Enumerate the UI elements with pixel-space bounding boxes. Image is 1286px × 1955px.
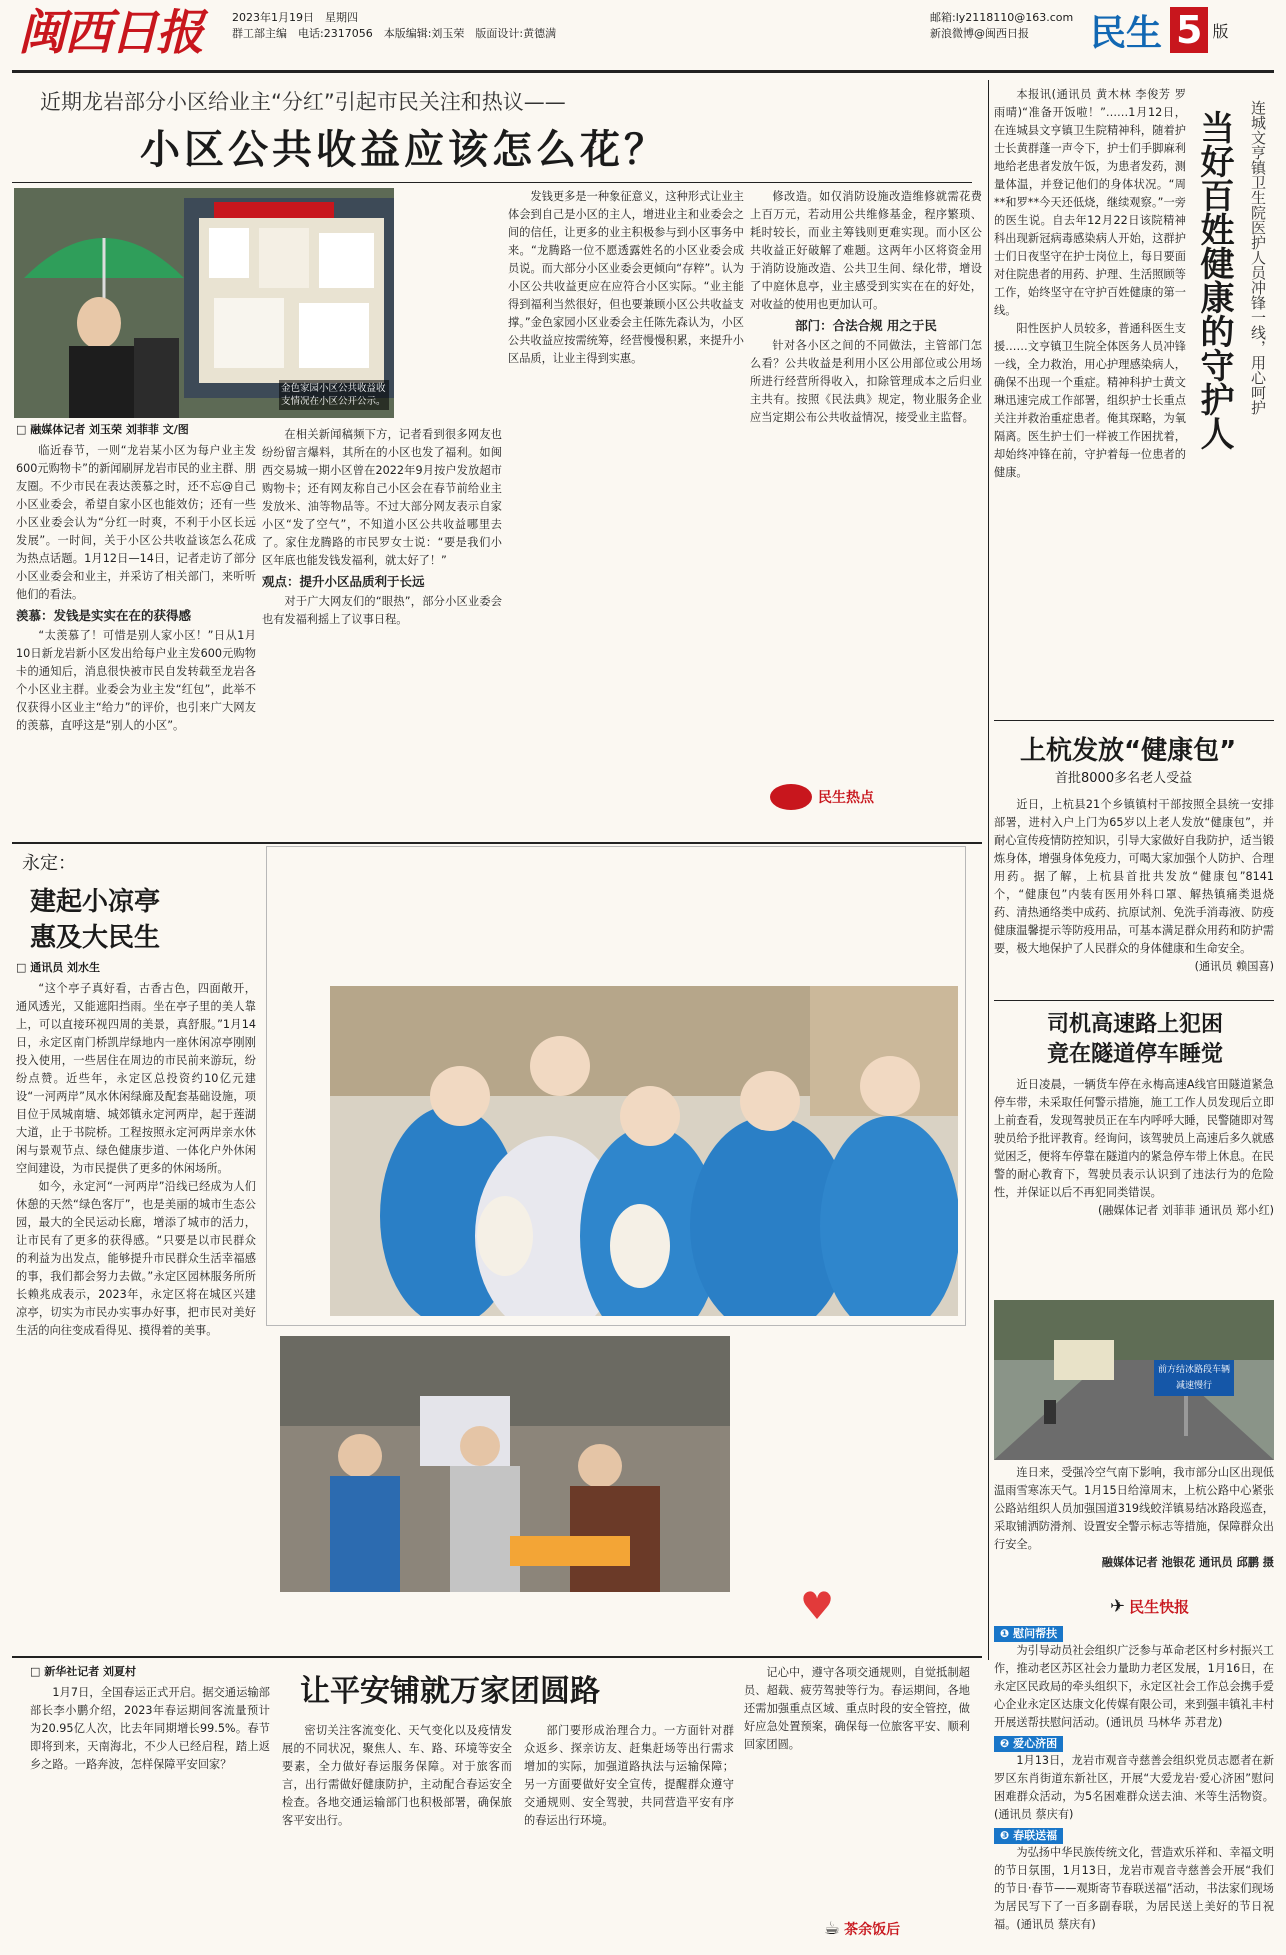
road-photo <box>994 1300 1274 1460</box>
bottom-byline: □ 新华社记者 刘夏村 <box>30 1665 137 1678</box>
masthead-rule <box>12 70 1274 73</box>
lead-photo <box>14 188 394 418</box>
lead-intro: 临近春节，一则“龙岩某小区为每户业主发600元购物卡”的新闻刷屏龙岩市民的业主群、朋友圈。不少市民在表达羡慕之时，还不忘@自己小区业委会，希望自家小区也能效仿；还有一些小区业委会认为“分红一时爽，不利于小区长远发展”。一时间，关于小区公共收益该怎么花成为热点话题。1月12日—14日，记者走访了部分小区业委会和业主，并采访了相关部门，来听听他们的看法。 <box>16 444 256 601</box>
lead-photo-caption: 金色家园小区公共收益收支情况在小区公开公示。 <box>279 380 389 410</box>
yongding-body-2: 如今，永定河“一河两岸”沿线已经成为人们休憩的天然“绿色客厅”，也是美丽的城市生态公园，最大的全民运动长廊，增添了城市的活力，让市民有了更多的获得感。“只要是以市民群众的利益为出发点，能够提升市民群众生活幸福感的事，我们都会努力去做。”永定区园林服务所所长赖兆成表示，2023年，永定区将在城区兴建凉亭，切实为市民办实事办好事，把市民对美好生活的向往变成看得见、摸得着的美事。 <box>16 1180 256 1337</box>
chayu-label: 茶余饭后 <box>844 1921 901 1938</box>
liancheng-col1 <box>330 856 530 980</box>
health-check-caption-box <box>740 1496 966 1596</box>
lead-col1-body: “太羡慕了！可惜是别人家小区！”日从1月10日新龙岩新小区发出给每户业主发600元购物卡的通知后，消息很快被市民自发转载至龙岩各个小区业主群。业委会为业主发“红包”，此举不仅获得小区业主“给力”的评价，也引来广大网友的羡慕，直呼这是“别人的小区”。 <box>16 629 256 732</box>
drone-icon: ✈ <box>1110 1596 1126 1617</box>
yongding-headline <box>30 884 160 956</box>
right-column-rule <box>988 80 989 1660</box>
health-vertical-title: 当好百姓健康的守护人 <box>1194 110 1234 450</box>
lead-headline: 小区公共收益应该怎么花？ <box>140 126 668 173</box>
driver-headline <box>1020 1010 1250 1070</box>
lead-subhead-1: 羡慕：发钱是实实在在的获得感 <box>16 608 192 623</box>
shanghang-rule <box>994 1000 1274 1001</box>
shanghang-body: 近日，上杭县21个乡镇镇村干部按照全县统一安排部署，进村入户上门为65岁以上老人发放“健康包”，并耐心宣传疫情防控知识，引导大家做好自我防护，适当锻炼身体，增强身体免疫力，可喝大家加强个人防护、合理用药。据了解，上杭县首批共发放“健康包”8141个，“健康包”内装有医用外科口罩、解热镇痛类退烧药、清热通络类中成药、抗原试剂、免洗手消毒液、防疫健康温馨提示等防疫用品，可基本满足群众用药和防护需要，极大地保护了人民群众的身体健康和生命安全。 <box>994 798 1274 955</box>
section-badge <box>1090 4 1228 56</box>
lead-byline: □ 融媒体记者 刘玉荣 刘菲菲 文/图 <box>16 423 189 436</box>
yongding-kicker: 永定： <box>22 853 76 874</box>
lead-subhead-2: 观点：提升小区品质利于长远 <box>262 574 425 589</box>
shanghang-body-box <box>994 796 1274 994</box>
yongding-headline-1: 建起小凉亭 <box>30 887 161 917</box>
page-number: 5 <box>1170 7 1208 53</box>
issue-weekday: 星期四 <box>325 11 358 24</box>
page-suffix: 版 <box>1212 21 1229 41</box>
liancheng-vertical-title <box>280 856 320 1316</box>
hot-topic-badge <box>770 784 874 810</box>
hot-topic-label: 民生热点 <box>818 790 874 806</box>
heart-icon: ♥ <box>800 1584 835 1628</box>
yongding-byline: □ 通讯员 刘水生 <box>16 961 101 974</box>
kuaibao-item: ❷ 爱心济困 1月13日，龙岩市观音寺慈善会组织党员志愿者在新罗区东肖街道东新社区，开展“大爱龙岩·爱心济困”慰问困难群众活动，为5名困难群众送去油、米等生活物资。(通讯员 蔡庆有) <box>994 1737 1274 1821</box>
lead-col2-body: 在相关新闻稿频下方，记者看到很多网友也纷纷留言爆料，其所在的小区也发了福利。如闽西交易城一期小区曾在2022年9月按户发放超市购物卡；还有网友称自己小区会在春节前给业主发放米、油等物品等。不过大部分网友表示自家小区“发了空气”，不知道小区公共收益哪里去了。家住龙腾路的市民罗女士说：“要是我们小区年底也能发钱发福利，就太好了！” <box>262 428 502 567</box>
road-caption: 连日来，受强冷空气南下影响，我市部分山区出现低温雨雪寒冻天气。1月15日给漳周末，上杭公路中心紧张公路站组织人员加强国道319线蛟洋镇易结冰路段巡查，采取铺洒防滑剂、设置安全警示标志等措施，保障群众出行安全。 <box>994 1466 1274 1551</box>
lead-col3-body: 发钱更多是一种象征意义，这种形式让业主体会到自己是小区的主人，增进业主和业委会之间的信任，让更多的业主积极参与到小区事务中来。“龙腾路一位不愿透露姓名的小区业委会成员说。而大部分小区业委会更倾向“存粹”。认为小区公共收益更应在应符合小区实际。“业主能得到福利当然很好，但也要兼顾小区公共收益支撑。”金色家园小区业委会主任陈先森认为，小区公共收益应按需统筹，经营慢慢积累，来提升小区品质，让业主得到实惠。 <box>508 190 744 365</box>
shanghang-subhead: 首批8000多名老人受益 <box>1055 771 1193 786</box>
weibo-handle: 新浪微博@闽西日报 <box>930 27 1029 40</box>
bottom-col3-text: 部门要形成治理合力。一方面针对群众返乡、探亲访友、赶集赶场等出行需求增加的实际，加强道路执法与运输保障；另一方面要做好安全宣传，提醒群众遵守交通规则、安全驾驶，共同营造平安有序的春运出行环境。 <box>524 1724 734 1827</box>
liancheng-col2 <box>540 856 740 980</box>
kuaibao-item: ❸ 春联送福 为弘扬中华民族传统文化，营造欢乐祥和、幸福文明的节日氛围，1月13日，龙岩市观音寺慈善会开展“我们的节日·春节——观斯寄节春联送福”活动，书法家们现场为居民写下了一百多副春联，为居民送上美好的节日祝福。(通讯员 蔡庆有) <box>994 1829 1274 1931</box>
masthead-info <box>232 10 556 42</box>
kuaibao-item-body: 为弘扬中华民族传统文化，营造欢乐祥和、幸福文明的节日氛围，1月13日，龙岩市观音寺慈善会开展“我们的节日·春节——观斯寄节春联送福”活动，书法家们现场为居民写下了一百多副春联，为居民送上美好的节日祝福。 <box>994 1846 1274 1931</box>
driver-headline-2: 竟在隧道停车睡觉 <box>1046 1042 1223 1067</box>
bottom-col2 <box>282 1722 512 1944</box>
issue-date: 2023年1月19日 <box>232 11 314 24</box>
lead-col4 <box>750 188 982 788</box>
health-body: 本报讯(通讯员 黄木林 李俊芳 罗雨晴)“准备开饭啦！”……1月12日，在连城县文亨镇卫生院精神科，随着护士长黄群蓬一声令下，护士们手脚麻利地给老患者发放午饭，为患者发药，测量体温，并登记他们的身体状况。“周**和罗**今天还低烧，继续观察。”一旁的医生说。自去年12月22日该院精神科出现新冠病毒感染病人开始，这群护士们日夜坚守在护士岗位上，每日要面对住院患者的用药、护理、生活照顾等工作，始终坚守在守护百姓健康的第一线。 <box>994 88 1186 317</box>
mid-section-rule <box>12 842 982 844</box>
driver-body-box <box>994 1076 1274 1296</box>
road-caption-box <box>994 1464 1274 1594</box>
lead-col3 <box>508 188 744 828</box>
bottom-col1-text: 1月7日，全国春运正式开启。据交通运输部部长李小鹏介绍，2023年春运期间客流量预计为20.95亿人次，比去年同期增长99.5%。春节即将到来，天南海北，不少人已经启程，踏上返乡之路。一路奔波，怎样保障平安回家？ <box>30 1686 270 1771</box>
children-group-scene <box>330 986 958 1316</box>
children-photo <box>330 986 958 1316</box>
newspaper-logo: 闽西日报 <box>18 5 203 61</box>
health-vertical-deck: 连城文亨镇卫生院医护人员冲锋一线，用心呵护 <box>1249 100 1267 415</box>
driver-sign: (融媒体记者 刘菲菲 通讯员 郑小红) <box>1097 1204 1274 1217</box>
kuaibao-item-title: 慰问帮扶 <box>1013 1627 1058 1640</box>
email-link[interactable]: 邮箱:ly2118110@163.com <box>930 11 1074 24</box>
lead-kicker: 近期龙岩部分小区给业主“分红”引起市民关注和热议—— <box>40 90 566 114</box>
editor-line: 群工部主编 电话:2317056 本版编辑:刘玉荣 版面设计:黄德满 <box>232 27 557 40</box>
lead-subhead-3: 部门：合法合规 用之于民 <box>795 318 937 333</box>
chayu-badge <box>824 1918 900 1939</box>
bottom-col2-text: 密切关注客流变化、天气变化以及疫情发展的不同状况，聚焦人、车、路、环境等安全要素，全力做好春运服务保障。对于旅客而言，出行需做好健康防护，主动配合春运安全检查。各地交通运输部门也积极部署，确保旅客平安出行。 <box>282 1724 512 1827</box>
lead-col2-tail: 对于广大网友们的“眼热”，部分小区业委会也有发福利摇上了议事日程。 <box>262 595 502 626</box>
health-check-photo <box>280 1336 730 1592</box>
kuaibao-item: ❶ 慰问帮扶 为引导动员社会组织广泛参与革命老区村乡村振兴工作，推动老区苏区社会力量助力老区发展，1月16日，在永定区民政局的牵头组织下，永定区社会工作总会携手爱心企业永定区达康文化传媒有限公司，来到强丰镇礼丰村开展送帮扶慰问活动。(通讯员 马林华 苏君龙) <box>994 1627 1274 1729</box>
yongding-headline-2: 惠及大民生 <box>30 923 161 953</box>
icy-road-scene <box>994 1300 1274 1460</box>
lead-rule <box>12 182 972 183</box>
kuaibao-item-body: 1月13日，龙岩市观音寺慈善会组织党员志愿者在新罗区东肖街道东新社区，开展“大爱龙岩·爱心济困”慰问困难群众活动，为5名困难群众送去油、米等生活物资。 <box>994 1754 1274 1803</box>
kuaibao-item-title: 春联送福 <box>1013 1829 1058 1842</box>
kuaibao-label: 民生快报 <box>1129 1598 1190 1616</box>
kuaibao-list <box>994 1622 1274 1952</box>
shanghang-headline: 上杭发放“健康包” <box>1020 736 1237 766</box>
lead-col4-body2: 针对各小区之间的不同做法，主管部门怎么看？公共收益是利用小区公用部位或公用场所进行经营所得收入，扣除管理成本之后归业主共有。按照《民法典》规定，物业服务企业应当定期公布公共收益情况，接受业主监督。 <box>750 339 982 424</box>
yongding-body-box <box>16 980 256 1650</box>
kuaibao-item-sign: (通讯员 蔡庆有) <box>994 1808 1074 1821</box>
health-bottom-rule <box>994 720 1274 721</box>
bottom-col1 <box>30 1684 270 1944</box>
road-photo-sign: 融媒体记者 池银花 通讯员 邱鹏 摄 <box>1101 1556 1274 1569</box>
kuaibao-header <box>1110 1596 1189 1617</box>
masthead <box>0 0 1286 80</box>
bottom-headline: 让平安铺就万家团圆路 <box>300 1674 600 1709</box>
road-sign-text: 前方结冰路段车辆减速慢行 <box>1157 1365 1230 1391</box>
lead-col1 <box>16 442 256 832</box>
shanghang-sign: (通讯员 赖国喜) <box>1194 960 1274 973</box>
kuaibao-item-sign: (通讯员 马林华 苏君龙) <box>1105 1716 1223 1729</box>
lead-col2 <box>262 426 502 836</box>
bottom-col4-text: 记心中，遵守各项交通规则，自觉抵制超员、超载、疲劳驾驶等行为。春运期间，各地还需加强重点区域、重点时段的安全管控，做好应急处置预案，确保每一位旅客平安、顺利回家团圆。 <box>744 1666 970 1751</box>
bottom-col3 <box>524 1722 734 1944</box>
elderly-checkup-scene <box>280 1336 730 1592</box>
section-name: 民生 <box>1090 11 1163 54</box>
kuaibao-item-title: 爱心济困 <box>1013 1737 1058 1750</box>
lead-col4-body: 修改造。如仅消防设施改造维修就需花费上百万元，若动用公共维修基金，程序繁琐、耗时较长，而业主筹钱则更难实现。而小区公共收益正好破解了难题。这两年小区将资金用于消防设施改造、公共卫生间、绿化带，增设了中庭休息亭，业主感受到实实在在的好处，对收益的使用也更加认可。 <box>750 190 982 311</box>
bottom-section-rule <box>12 1656 982 1658</box>
teapot-icon: ☕ <box>824 1918 841 1939</box>
health-body-2: 阳性医护人员较多，普通科医生支援……文亨镇卫生院全体医务人员冲锋一线，全力救治，用心护理感染病人，确保不出现一个重症。精神科护士黄文琳迅速完成工作部署，组织护士长重点关注并救治重症患者。俺其琛略，为氧隔离。医生护士们一样被工作困扰着，却始终冲锋在前，守护着每一位患者的健康。 <box>994 322 1186 479</box>
driver-body: 近日凌晨，一辆货车停在永梅高速A线官田隧道紧急停车带，未采取任何警示措施，施工工作人员发现后立即上前查看，发现驾驶员正在车内呼呼大睡，民警随即对驾驶员给予批评教育。经询问，该驾驶员上高速后多久就感觉困乏，便将车停靠在隧道内的紧急停车带上休息。在民警的耐心教育下，驾驶员表示认识到了违法行为的危险性，并保证以后不再犯同类错误。 <box>994 1078 1274 1199</box>
kuaibao-item-body: 为引导动员社会组织广泛参与革命老区村乡村振兴工作，推动老区苏区社会力量助力老区发展，1月16日，在永定区民政局的牵头组织下，永定区社会工作总会携手爱心企业永定区达康文化传媒有限公司，来到强丰镇礼丰村开展送帮扶慰问活动。 <box>994 1644 1274 1729</box>
megaphone-icon <box>770 784 812 810</box>
bottom-col4 <box>744 1664 970 1904</box>
kuaibao-item-sign: (通讯员 蔡庆有) <box>1016 1918 1096 1931</box>
liancheng-col3 <box>750 856 956 980</box>
contact-info <box>930 10 1073 42</box>
driver-headline-1: 司机高速路上犯困 <box>1046 1012 1223 1037</box>
yongding-body: “这个亭子真好看，古香古色，四面敞开，通风透光，又能遮阳挡雨。坐在亭子里的美人靠上，可以直接环视四周的美景，真舒服。”1月14日，永定区南门桥凯岸绿地内一座休闲凉亭刚刚投入使用，一些居住在周边的市民前来游玩，纷纷点赞。近些年，永定区总投资约10亿元建设“一河两岸”凤水休闲绿廊及配套基础设施，项目位于凤城南塘、城郊镇永定河两岸，起于莲湖大道，止于书院桥。工程按照永定河两岸亲水休闲与景观节点、绿色健康步道、一体化户外休闲空间建设，为市民提供了更多的休闲场所。 <box>16 982 256 1175</box>
